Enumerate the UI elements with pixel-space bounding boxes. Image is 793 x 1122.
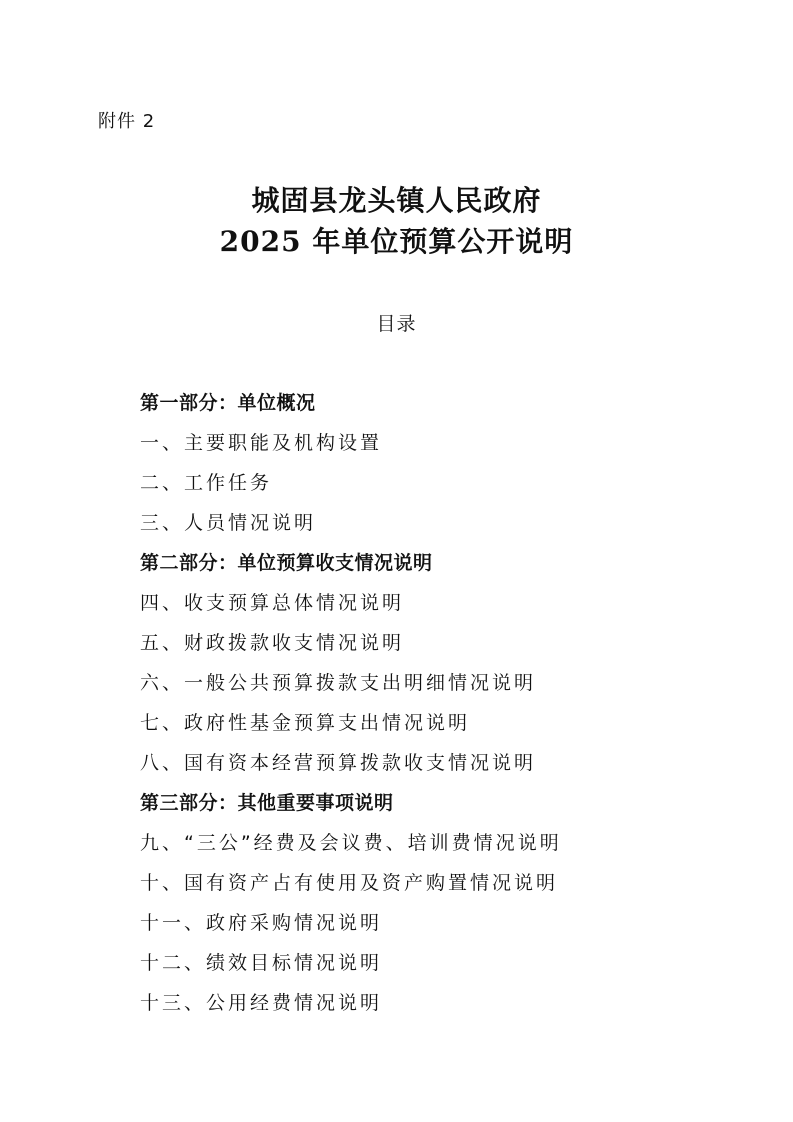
toc-entry: 二、工作任务 [140,472,273,494]
toc-entry: 九、“三公”经费及会议费、培训费情况说明 [140,832,562,854]
toc-entry: 四、收支预算总体情况说明 [140,592,405,614]
table-of-contents [140,389,760,1029]
toc-entry: 五、财政拨款收支情况说明 [140,632,405,654]
toc-entry: 十一、政府采购情况说明 [140,912,383,934]
attachment-label: 附件 2 [98,111,156,132]
toc-entry: 六、一般公共预算拨款支出明细情况说明 [140,672,537,694]
toc-entry: 十二、绩效目标情况说明 [140,952,383,974]
toc-entry: 十三、公用经费情况说明 [140,992,383,1014]
toc-part-heading: 第一部分：单位概况 [140,392,316,414]
document-title-line-2: 2025 年单位预算公开说明 [219,225,574,258]
toc-entry: 一、主要职能及机构设置 [140,432,383,454]
toc-entry: 八、国有资本经营预算拨款收支情况说明 [140,752,537,774]
document-title-line-1: 城固县龙头镇人民政府 [251,184,542,217]
toc-part-heading: 第二部分：单位预算收支情况说明 [140,552,433,574]
toc-entry: 七、政府性基金预算支出情况说明 [140,712,471,734]
toc-entry: 三、人员情况说明 [140,512,317,534]
toc-heading: 目录 [376,313,417,335]
toc-entry: 十、国有资产占有使用及资产购置情况说明 [140,872,559,894]
toc-part-heading: 第三部分：其他重要事项说明 [140,792,394,814]
